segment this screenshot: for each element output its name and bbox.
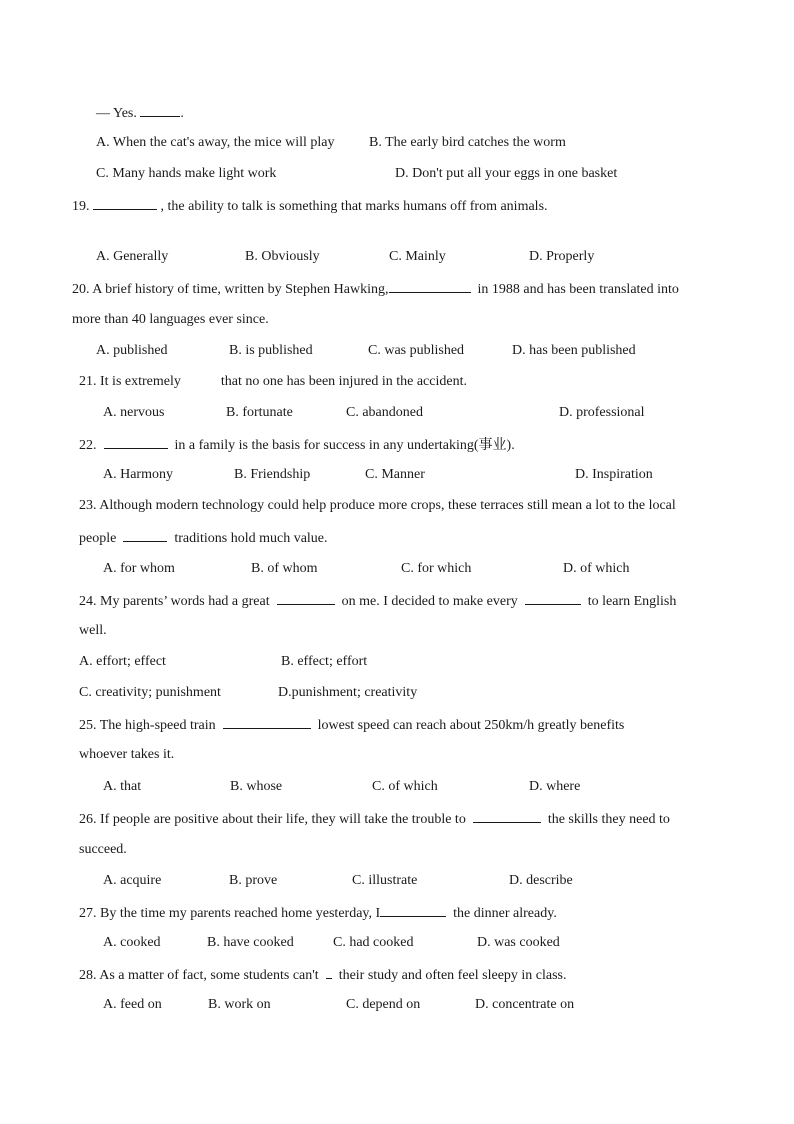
q18-option-b[interactable]: B. The early bird catches the worm: [369, 135, 566, 150]
q25-stem-line2: whoever takes it.: [79, 747, 175, 762]
q26-stem-before: 26. If people are positive about their life, they will take the trouble to: [79, 812, 466, 827]
q19-stem: [72, 197, 548, 215]
q19-number: 19.: [72, 199, 90, 214]
q18-option-a[interactable]: A. When the cat's away, the mice will play: [96, 135, 335, 150]
q28-option-c[interactable]: C. depend on: [346, 997, 421, 1012]
q20-option-d[interactable]: D. has been published: [512, 343, 636, 358]
q20-option-b[interactable]: B. is published: [229, 343, 313, 358]
q27-option-a[interactable]: A. cooked: [103, 935, 161, 950]
q28-stem-before: 28. As a matter of fact, some students can't: [79, 968, 319, 983]
q23-stem-before: people: [79, 531, 117, 546]
q20-stem: [72, 280, 679, 298]
q22-blank[interactable]: [104, 436, 168, 449]
q21-stem-before: 21. It is extremely: [79, 374, 181, 389]
q24-blank-1[interactable]: [277, 592, 335, 605]
q27-stem-after: the dinner already.: [453, 906, 557, 921]
q28-stem-after: their study and often feel sleepy in class.: [338, 968, 567, 983]
q25-stem: [79, 716, 624, 734]
q21-option-c[interactable]: C. abandoned: [346, 405, 423, 420]
q20-stem-after: in 1988 and has been translated into: [477, 282, 679, 297]
q27-option-c[interactable]: C. had cooked: [333, 935, 414, 950]
q20-stem-line2: more than 40 languages ever since.: [72, 312, 269, 327]
q25-option-b[interactable]: B. whose: [230, 779, 283, 794]
q20-option-a[interactable]: A. published: [96, 343, 168, 358]
q23-stem-line1: 23. Although modern technology could help produce more crops, these terraces still mean a lot to the local: [79, 498, 676, 513]
q25-option-a[interactable]: A. that: [103, 779, 142, 794]
q26-option-a[interactable]: A. acquire: [103, 873, 162, 888]
q18-answer-line: — Yes. .: [96, 106, 184, 121]
q24-stem-after: to learn English: [587, 594, 677, 609]
q22-stem-text: in a family is the basis for success in any undertaking(事业).: [174, 438, 515, 453]
q20-blank[interactable]: [389, 280, 471, 293]
q23-stem-after: traditions hold much value.: [174, 531, 328, 546]
q28-option-d[interactable]: D. concentrate on: [475, 997, 575, 1012]
q24-option-c[interactable]: C. creativity; punishment: [79, 685, 221, 700]
q24-option-d[interactable]: D.punishment; creativity: [278, 685, 418, 700]
q24-option-a[interactable]: A. effort; effect: [79, 654, 166, 669]
q26-option-c[interactable]: C. illustrate: [352, 873, 418, 888]
q24-blank-2[interactable]: [525, 592, 581, 605]
q18-option-d[interactable]: D. Don't put all your eggs in one basket: [395, 166, 618, 181]
q23-option-b[interactable]: B. of whom: [251, 561, 318, 576]
q20-stem-before: 20. A brief history of time, written by Stephen Hawking,: [72, 282, 389, 297]
q18-option-c[interactable]: C. Many hands make light work: [96, 166, 277, 181]
q19-stem-text: , the ability to talk is something that marks humans off from animals.: [160, 199, 548, 214]
q26-option-b[interactable]: B. prove: [229, 873, 278, 888]
q22-option-c[interactable]: C. Manner: [365, 467, 425, 482]
q19-option-a[interactable]: A. Generally: [96, 249, 169, 264]
q28-stem: [79, 966, 567, 984]
q22-stem: [79, 436, 515, 454]
q24-option-b[interactable]: B. effect; effort: [281, 654, 368, 669]
q21-stem: [79, 374, 467, 390]
q27-stem: [79, 904, 557, 922]
q28-option-a[interactable]: A. feed on: [103, 997, 162, 1012]
q27-option-d[interactable]: D. was cooked: [477, 935, 560, 950]
q22-option-d[interactable]: D. Inspiration: [575, 467, 653, 482]
q24-stem-mid: on me. I decided to make every: [341, 594, 518, 609]
q26-stem: [79, 810, 670, 828]
q22-option-b[interactable]: B. Friendship: [234, 467, 311, 482]
q26-blank[interactable]: [473, 810, 541, 823]
q20-option-c[interactable]: C. was published: [368, 343, 465, 358]
q25-option-d[interactable]: D. where: [529, 779, 581, 794]
q23-option-d[interactable]: D. of which: [563, 561, 630, 576]
q27-stem-before: 27. By the time my parents reached home yesterday, I: [79, 906, 381, 921]
q22-number: 22.: [79, 438, 97, 453]
q24-stem-before: 24. My parents’ words had a great: [79, 594, 270, 609]
q23-blank[interactable]: [123, 529, 167, 542]
q23-option-a[interactable]: A. for whom: [103, 561, 175, 576]
q18-answer-text: — Yes.: [96, 106, 137, 121]
q18-blank[interactable]: [140, 104, 180, 117]
q26-stem-line2: succeed.: [79, 842, 127, 857]
q25-stem-after: lowest speed can reach about 250km/h greatly benefits: [317, 718, 625, 733]
q21-option-d[interactable]: D. professional: [559, 405, 645, 420]
q23-option-c[interactable]: C. for which: [401, 561, 472, 576]
q26-stem-after: the skills they need to: [547, 812, 670, 827]
q25-stem-before: 25. The high-speed train: [79, 718, 216, 733]
q28-option-b[interactable]: B. work on: [208, 997, 271, 1012]
q19-option-c[interactable]: C. Mainly: [389, 249, 446, 264]
q19-option-b[interactable]: B. Obviously: [245, 249, 320, 264]
q22-option-a[interactable]: A. Harmony: [103, 467, 173, 482]
q21-stem-after: that no one has been injured in the accident.: [220, 374, 467, 389]
q24-stem-line2: well.: [79, 623, 107, 638]
q24-stem: [79, 592, 676, 610]
q19-blank[interactable]: [93, 197, 157, 210]
q25-blank[interactable]: [223, 716, 311, 729]
q21-option-b[interactable]: B. fortunate: [226, 405, 293, 420]
q21-option-a[interactable]: A. nervous: [103, 405, 165, 420]
q25-option-c[interactable]: C. of which: [372, 779, 438, 794]
q23-stem-line2: [79, 529, 328, 547]
q19-option-d[interactable]: D. Properly: [529, 249, 595, 264]
q26-option-d[interactable]: D. describe: [509, 873, 573, 888]
q28-blank[interactable]: [326, 966, 332, 979]
q27-blank[interactable]: [380, 904, 446, 917]
q27-option-b[interactable]: B. have cooked: [207, 935, 294, 950]
